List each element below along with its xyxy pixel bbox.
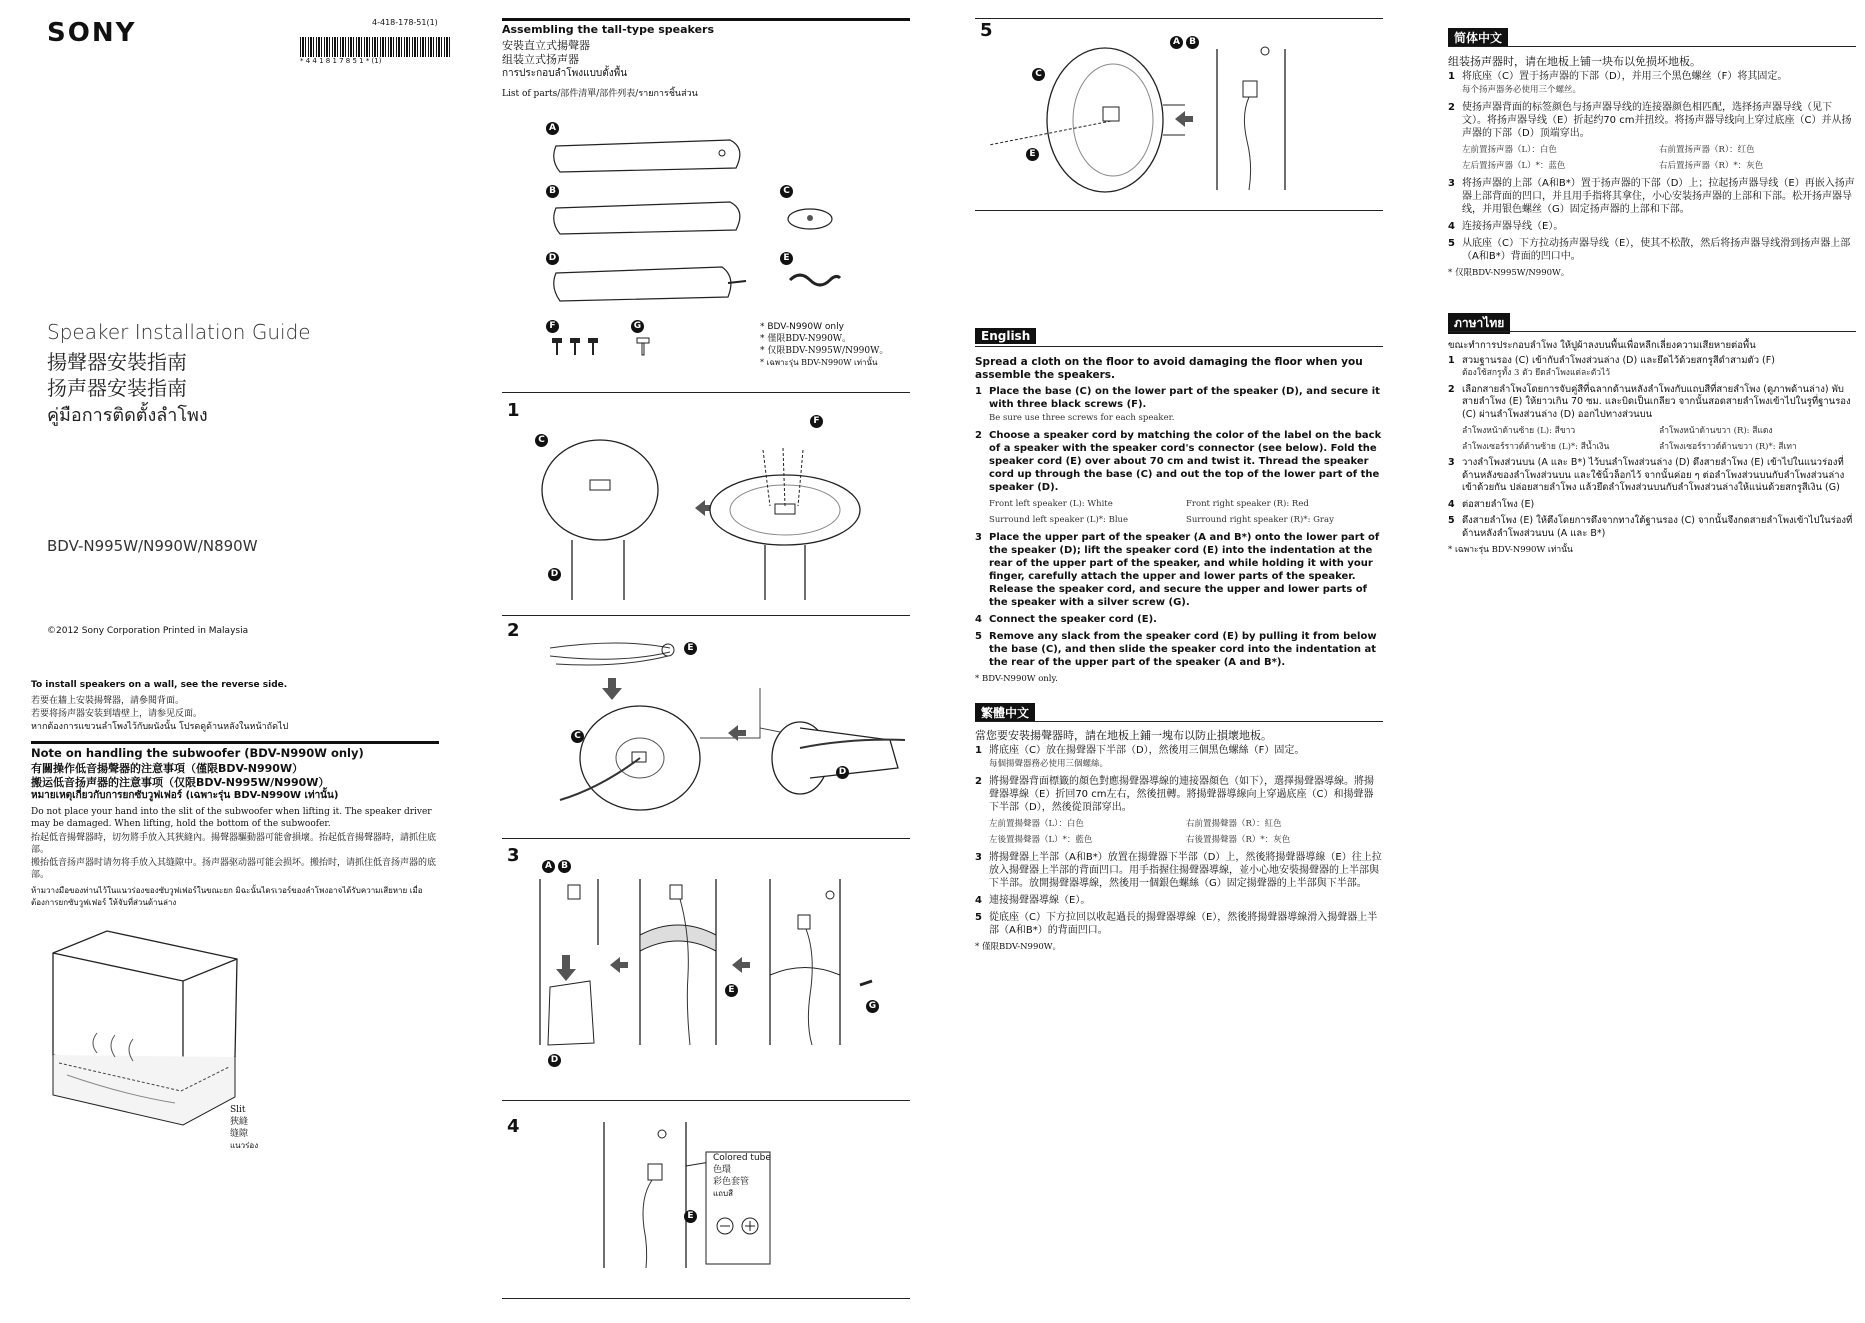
slit-label-en: Slit [230,1105,246,1115]
note-n990w-en: * BDV-N990W only [760,322,844,332]
subwoofer-heading-zh-cn: 搬运低音扬声器的注意事项（仅限BDV-N995W/N990W） [31,776,330,789]
part-a-upper-speaker [550,138,750,178]
english-step-3: 3 Place the upper part of the speaker (A and B*) onto the lower part of the speaker (D); lift the speaker cord (E) into the indentation at the rear of the upper part of the speaker, and while holding it with your finger, carefully attach the upper and lower parts of the speaker. Release the speaker cord, and secure the upper and lower parts of the speaker with a silver screw (G). [975,532,1380,608]
simp-chinese-step-3: 3 将扬声器的上部（A和B*）置于扬声器的下部（D）上；拉起扬声器导线（E）再嵌入扬声器上部背面的凹口，并且用手指将其拿住，小心安装扬声器的上部和下部。松开扬声器导线，并用银色螺丝（G）固定扬声器的上部和下部。 [1448,178,1855,215]
assembly-heading-en: Assembling the tall-type speakers [502,23,714,36]
thai-step-1: 1 สวมฐานรอง (C) เข้ากับลำโพงส่วนล่าง (D) และยึดไว้ด้วยสกรูสีดำสามตัว (F) ต้องใช้สกรูทั้ง 3 ตัว ยึดลำโพงแต่ละตัวไว้ [1448,354,1775,378]
step-2-number: 2 [507,620,520,641]
thai-step-2: 2 เลือกสายลำโพงโดยการจับคู่สีที่ฉลากด้านหลังลำโพงกับแถบสีที่สายลำโพง (ดูภาพด้านล่าง) พับสายลำโพง (E) ให้ยาวเกิน 70 ซม. และบิดเป็นเกลียว จากนั้นสอดสายลำโพงเข้าไปในรูที่ฐานรอง (C) ผ่านลำโพงส่วนล่าง (D) ออกไปทางส่วนบน [1448,383,1851,420]
step3-label-b: B [558,860,571,873]
wall-note-th: หากต้องการแขวนลำโพงไว้กับผนังนั้น โปรดดูด้านหลังในหน้าถัดไป [31,722,289,732]
english-header: English [975,328,1036,344]
wall-note-en: To install speakers on a wall, see the reverse side. [31,680,288,690]
part-g-silver-screw [634,336,654,360]
subwoofer-heading-th: หมายเหตุเกี่ยวกับการยกซับวูฟเฟอร์ (เฉพาะรุ่น BDV-N990W เท่านั้น) [31,790,339,801]
assembly-heading-zh-cn: 组装立式扬声器 [502,53,579,66]
english-step-5: 5 Remove any slack from the speaker cord (E) by pulling it from below the base (C), and then slide the speaker cord into the indentation at the rear of the upper part of the speaker (A and B*). [975,631,1377,668]
step1-label-d: D [548,568,561,581]
thai-step-5: 5 ดึงสายลำโพง (E) ให้ตึงโดยการดึงจากทางใต้ฐานรอง (C) จากนั้นจึงกดสายลำโพงเข้าไปในร่องที่ด้านหลังลำโพงส่วนบน (A และ B*) [1448,515,1853,539]
slit-label-th: แนวร่อง [230,1141,259,1150]
part-b-upper-speaker [550,200,750,240]
part-f-black-screws [550,336,610,360]
trad-chinese-step-4: 4 連接揚聲器導線（E）。 [975,895,1091,906]
part-d-lower-speaker [550,265,750,307]
wall-note-zh-tw: 若要在牆上安裝揚聲器，請參閱背面。 [31,696,185,706]
step-4-illustration [600,1118,780,1273]
trad-chinese-step-2: 2 將揚聲器背面標籤的顏色對應揚聲器導線的連接器顏色（如下），選擇揚聲器導線。將揚聲器導線（E）折回70 cm左右，然後扭轉。將揚聲器導線向上穿過底座（C）和揚聲器下半部（D），然後從頂部穿出。 [975,776,1374,813]
step-3-illustration [520,875,910,1055]
colored-tube-zh-tw: 色環 [713,1165,732,1175]
part-label-e: E [780,252,793,265]
trad-chinese-footnote: * 僅限BDV-N990W。 [975,942,1061,952]
english-section [975,356,1383,686]
thai-step-4: 4 ต่อสายลำโพง (E) [1448,498,1535,510]
part-label-b: B [546,185,559,198]
thai-header: ภาษาไทย [1448,313,1510,334]
step1-label-f: F [810,415,823,428]
slit-label-zh-cn: 缝隙 [230,1129,249,1139]
part-label-a: A [546,122,559,135]
title-th: คู่มือการติดตั้งลำโพง [47,405,208,426]
simp-chinese-header: 简体中文 [1448,28,1508,47]
part-label-c: C [780,185,793,198]
title-zh-tw: 揚聲器安裝指南 [47,350,187,374]
note-n990w-th: * เฉพาะรุ่น BDV-N990W เท่านั้น [760,358,878,367]
step-5-illustration [985,45,1385,195]
simp-chinese-step-5: 5 从底座（C）下方拉动扬声器导线（E），使其不松散，然后将扬声器导线滑到扬声器上部（A和B*）背面的凹口中。 [1448,238,1851,262]
trad-chinese-section [975,729,1383,954]
barcode-text: * 4 4 1 8 1 7 8 5 1 * (1) [300,57,382,65]
subwoofer-illustration [45,925,245,1130]
trad-chinese-step-5: 5 從底座（C）下方拉回以收起過長的揚聲器導線（E），然後將揚聲器導線滑入揚聲器上半部（A和B*）的背面凹口。 [975,912,1378,936]
thai-footnote: * เฉพาะรุ่น BDV-N990W เท่านั้น [1448,545,1573,555]
colored-tube-en: Colored tube [713,1153,771,1163]
simp-chinese-step-1: 1 将底座（C）置于扬声器的下部（D），并用三个黑色螺丝（F）将其固定。 每个扬声器务必使用三个螺丝。 [1448,71,1788,95]
trad-chinese-color-labels: 左前置揚聲器（L）：白色 右前置揚聲器（R）：紅色 左後置揚聲器（L）*：藍色 右後置揚聲器（R）*：灰色 [989,819,1291,845]
english-intro: Spread a cloth on the floor to avoid damaging the floor when you assemble the speakers. [975,356,1363,381]
step-4-number: 4 [507,1116,520,1137]
sony-logo: SONY [47,18,137,48]
subwoofer-heading-en: Note on handling the subwoofer (BDV-N990W only) [31,746,364,760]
step3-label-e: E [725,984,738,997]
step2-label-e: E [684,642,697,655]
thai-color-labels: ลำโพงหน้าด้านซ้าย (L): สีขาว ลำโพงหน้าด้านขวา (R): สีแดง ลำโพงเซอร์ราวด์ด้านซ้าย (L)*: สีน้ำเงิน ลำโพงเซอร์ราวด์ด้านขวา (R)*: สีเทา [1462,426,1797,452]
simp-chinese-color-labels: 左前置扬声器（L）：白色 右前置扬声器（R）：红色 左后置扬声器（L）*：蓝色 右后置扬声器（R）*：灰色 [1462,145,1764,171]
english-step-4: 4 Connect the speaker cord (E). [975,614,1157,625]
trad-chinese-header: 繁體中文 [975,703,1035,722]
model-number: BDV-N995W/N990W/N890W [47,537,258,555]
part-label-d: D [546,252,559,265]
barcode [300,37,450,57]
colored-tube-zh-cn: 彩色套管 [713,1177,750,1187]
assembly-heading-zh-tw: 安裝直立式揚聲器 [502,39,590,52]
wall-note-zh-cn: 若要将扬声器安装到墙壁上，请参见反面。 [31,709,203,719]
english-footnote: * BDV-N990W only. [975,674,1058,684]
slit-label-zh-tw: 狹縫 [230,1117,249,1127]
simp-chinese-footnote: * 仅限BDV-N995W/N990W。 [1448,268,1570,278]
step3-label-d: D [548,1054,561,1067]
note-n990w-zh-cn: * 仅限BDV-N995W/N990W。 [760,346,889,356]
simp-chinese-step-4: 4 连接扬声器导线（E）。 [1448,221,1564,232]
subwoofer-text-zh-cn: 搬抬低音扬声器时请勿将手放入其缝隙中。扬声器驱动器可能会损坏。搬抬时，请抓住低音扬声器的底部。 [31,858,437,880]
simp-chinese-section [1448,55,1856,280]
step2-label-d: D [836,766,849,779]
title-en: Speaker Installation Guide [47,320,311,344]
simp-chinese-step-2: 2 使扬声器背面的标签颜色与扬声器导线的连接器颜色相匹配，选择扬声器导线（见下文）。将扬声器导线（E）折起约70 cm并扭绞。将扬声器导线向上穿过底座（C）并从扬声器的下部（D）顶端穿出。 [1448,102,1852,139]
step-3-number: 3 [507,845,520,866]
step5-label-a: A [1170,36,1183,49]
step5-label-b: B [1186,36,1199,49]
parts-list-label: List of parts/部件清單/部件列表/รายการชิ้นส่วน [502,89,698,99]
english-step-1: 1 Place the base (C) on the lower part of the speaker (D), and secure it with three black screws (F). Be sure use three screws for each speaker. [975,386,1380,423]
step-1-number: 1 [507,400,520,421]
part-c-base [786,205,836,233]
copyright: ©2012 Sony Corporation Printed in Malaysia [47,626,249,636]
subwoofer-heading-zh-tw: 有關操作低音揚聲器的注意事項（僅限BDV-N990W） [31,762,304,775]
english-color-labels: Front left speaker (L): White Front right speaker (R): Red Surround left speaker (L)*: Blue Surround right speaker (R)*: Gray [989,499,1334,525]
step-2-illustration [520,628,910,818]
part-label-f: F [546,320,559,333]
step5-label-e: E [1026,148,1039,161]
step2-label-c: C [571,730,584,743]
part-number: 4-418-178-51(1) [372,18,438,27]
assembly-heading-th: การประกอบลำโพงแบบตั้งพื้น [502,68,628,79]
subwoofer-text-en: Do not place your hand into the slit of the subwoofer when lifting it. The speaker driver may be damaged. When lifting, hold the bottom of the subwoofer. [31,807,432,829]
simp-chinese-intro: 组装扬声器时，请在地板上铺一块布以免损坏地板。 [1448,55,1701,68]
step5-label-c: C [1032,68,1045,81]
step-5-number: 5 [980,20,993,41]
step1-label-c: C [535,434,548,447]
english-step-2: 2 Choose a speaker cord by matching the color of the label on the back of a speaker with the speaker cord's connector (see below). Fold the speaker cord (E) over about 70 cm and twist it. Thread the speaker cord up through the base (C) and out the top of the lower part of the speaker (D). [975,430,1382,493]
title-zh-cn: 扬声器安装指南 [47,376,187,400]
colored-tube-th: แถบสี [713,1189,733,1198]
note-n990w-zh-tw: * 僅限BDV-N990W。 [760,334,852,344]
thai-intro: ขณะทำการประกอบลำโพง ให้ปูผ้าลงบนพื้นเพื่อหลีกเลี่ยงความเสียหายต่อพื้น [1448,340,1756,351]
step4-label-e: E [684,1210,697,1223]
step-1-illustration [530,430,870,610]
trad-chinese-step-1: 1 將底座（C）放在揚聲器下半部（D），然後用三個黑色螺絲（F）固定。 每個揚聲器務必使用三個螺絲。 [975,745,1305,769]
step3-label-g: G [866,1000,879,1013]
part-label-g: G [631,320,644,333]
thai-step-3: 3 วางลำโพงส่วนบน (A และ B*) ไว้บนลำโพงส่วนล่าง (D) ดึงสายลำโพง (E) เข้าไปในแนวร่องที่ด้านหลังของลำโพงส่วนบน และใช้นิ้วล็อกไว้ จากนั้นค่อย ๆ ต่อลำโพงส่วนบนกับลำโพงส่วนล่างเข้าด้วยกัน ปล่อยสายลำโพง แล้วยึดลำโพงส่วนบนกับลำโพงส่วนล่างให้แน่นด้วยสกรูสีเงิน (G) [1448,457,1845,493]
subwoofer-text-zh-tw: 抬起低音揚聲器時，切勿將手放入其狹縫內。揚聲器驅動器可能會損壞。抬起低音揚聲器時，請抓住底部。 [31,833,437,855]
part-e-speaker-cord [786,266,842,290]
step3-label-a: A [542,860,555,873]
trad-chinese-intro: 當您要安裝揚聲器時，請在地板上鋪一塊布以防止損壞地板。 [975,729,1272,742]
thai-section [1448,340,1856,557]
subwoofer-text-th: ห้ามวางมือของท่านไว้ในแนวร่องของซับวูฟเฟอร์ในขณะยก มิฉะนั้นไดรเวอร์ของลำโพงอาจได้รับความเสียหาย เมื่อต้องการยกซับวูฟเฟอร์ ให้จับที่ส่วนด้านล่าง [31,886,423,907]
trad-chinese-step-3: 3 將揚聲器上半部（A和B*）放置在揚聲器下半部（D）上，然後將揚聲器導線（E）往上拉放入揚聲器上半部的背面凹口。用手指握住揚聲器導線，並小心地安裝揚聲器的上半部與下半部。放開揚聲器導線，然後用一個銀色螺絲（G）固定揚聲器的上半部與下半部。 [975,852,1382,889]
